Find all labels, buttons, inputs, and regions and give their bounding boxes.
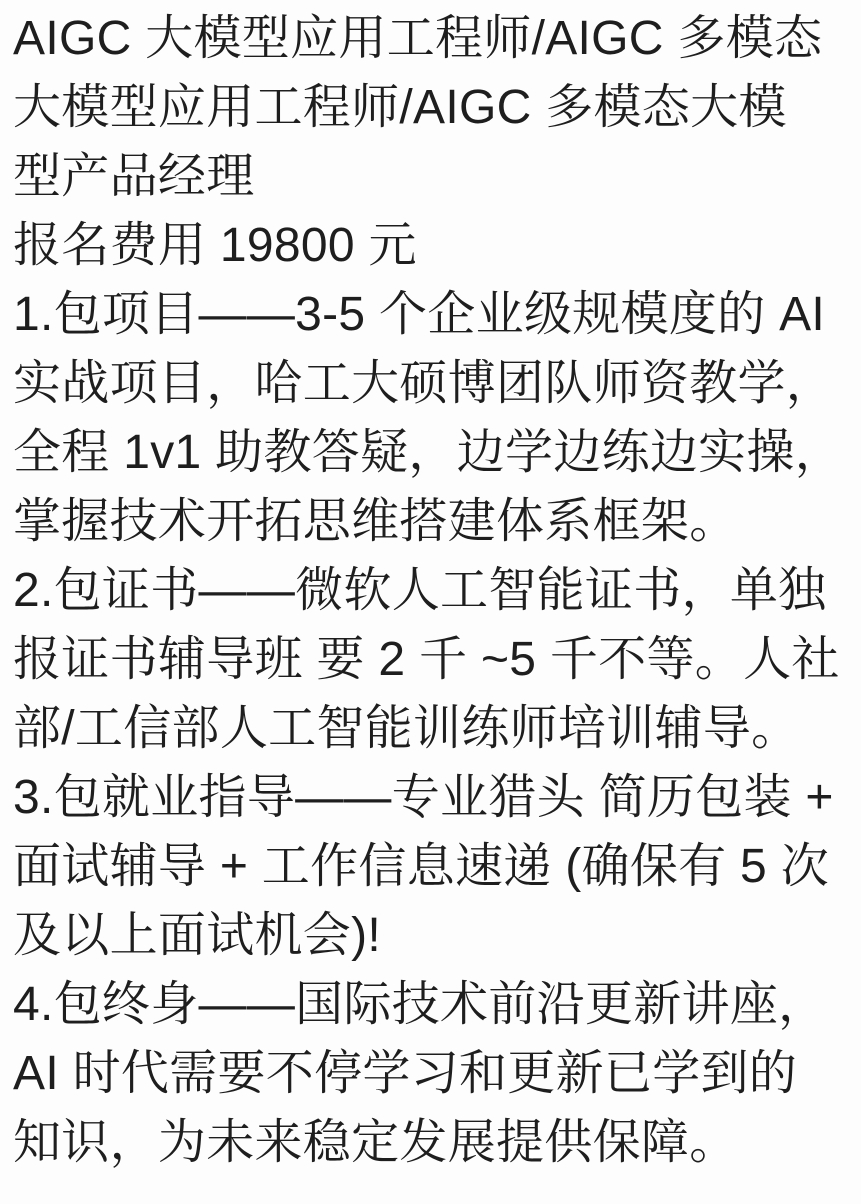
text-line-item1-c: 全程 1v1 助教答疑，边学边练边实操， xyxy=(13,426,844,479)
text-line-item2-b: 报证书辅导班 要 2 千 ~5 千不等。人社 xyxy=(13,633,840,686)
text-line-item1-a: 1.包项目——3-5 个企业级规模度的 AI xyxy=(13,288,826,341)
text-line-item2-c: 部/工信部人工智能训练师培训辅导。 xyxy=(13,702,800,755)
text-line-title-1: AIGC 大模型应用工程师/AIGC 多模态 xyxy=(13,12,823,65)
text-line-fee: 报名费用 19800 元 xyxy=(13,219,417,272)
text-line-item2-a: 2.包证书——微软人工智能证书，单独 xyxy=(13,564,827,617)
text-line-item4-a: 4.包终身——国际技术前沿更新讲座， xyxy=(13,978,827,1031)
text-line-item3-b: 面试辅导 + 工作信息速递 (确保有 5 次 xyxy=(13,840,829,893)
text-line-item3-a: 3.包就业指导——专业猎头 简历包装 + xyxy=(13,771,834,824)
text-line-item4-c: 知识，为未来稳定发展提供保障。 xyxy=(13,1116,738,1169)
text-line-item1-b: 实战项目，哈工大硕博团队师资教学， xyxy=(13,357,835,410)
text-line-item4-b: AI 时代需要不停学习和更新已学到的 xyxy=(13,1047,798,1100)
text-line-title-2: 大模型应用工程师/AIGC 多模态大模 xyxy=(13,81,787,134)
text-line-item1-d: 掌握技术开拓思维搭建体系框架。 xyxy=(13,495,738,548)
text-line-title-3: 型产品经理 xyxy=(13,150,255,203)
text-line-item3-c: 及以上面试机会)! xyxy=(13,909,382,962)
